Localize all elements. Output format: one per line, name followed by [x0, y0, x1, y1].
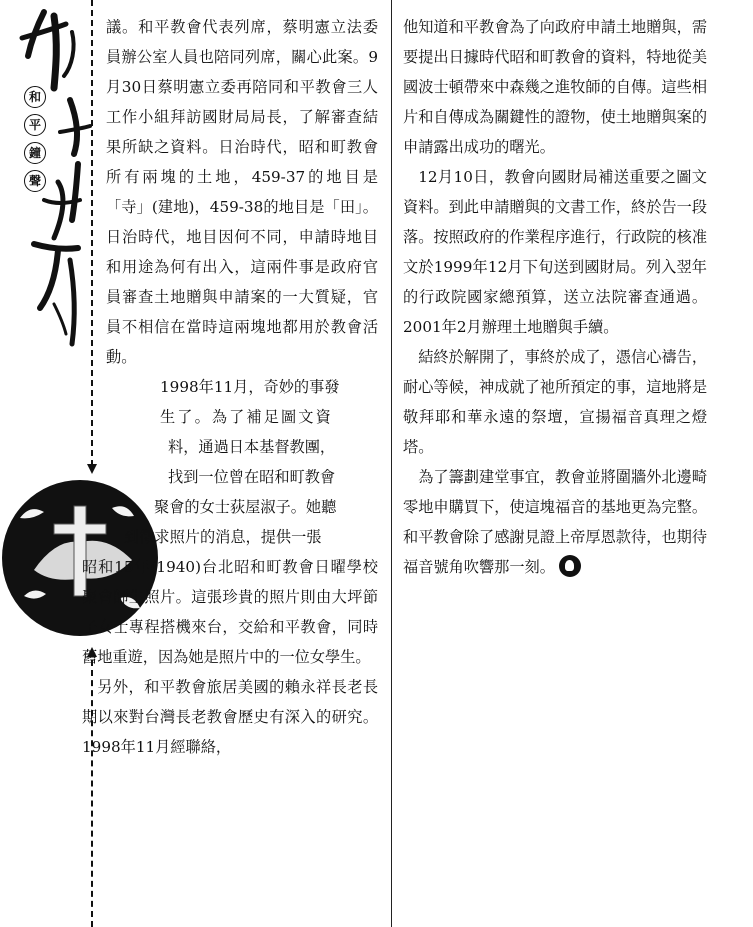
seal-stamp	[24, 86, 48, 198]
church-bell-end-icon	[559, 555, 581, 577]
paragraph	[403, 462, 707, 582]
column-divider	[391, 0, 392, 927]
paragraph: 昭和15年(1940)台北昭和町教會日曜學校聚會師生照片。這張珍貴的照片則由大坪節子女士專程搭機來台，交給和平教會，同時舊地重遊，因為她是照片中的一位女學生。	[82, 558, 378, 666]
text-column-left	[82, 12, 378, 762]
paragraph-text: 為了籌劃建堂事宜，教會並將圍牆外北邊畸零地申購買下，使這塊福音的基地更為完整。和平教會除了感謝見證上帝厚恩款待，也期待福音號角吹響那一刻。	[403, 468, 707, 576]
paragraph-wrapped	[106, 372, 378, 552]
seal-char: 聲	[24, 170, 46, 192]
wrapped-line: 1998年11月，奇妙的事發	[160, 378, 340, 396]
margin-decoration	[0, 0, 120, 927]
wrapped-line: 料，通過日本基督教團，	[168, 438, 336, 456]
paragraph: 12月10日，教會向國財局補送重要之圖文資料。到此申請贈與的文書工作，終於告一段落。按照政府的作業程序進行，行政院的核准文於1999年12月下旬送到國財局。列入翌年的行政院國家總預算，送立法院審查通過。2001年2月辦理土地贈與手續。	[403, 168, 707, 336]
seal-char: 和	[24, 86, 46, 108]
seal-char: 鐘	[24, 142, 46, 164]
seal-char: 平	[24, 114, 46, 136]
paragraph: 他知道和平教會為了向政府申請土地贈與，需要提出日據時代昭和町教會的資料，特地從美國波士頓帶來中森幾之進牧師的自傳。這些相片和自傳成為關鍵性的證物，使土地贈與案的申請露出成功的曙光。	[403, 18, 707, 156]
text-column-right	[403, 12, 707, 582]
wrapped-line: 到徵求照片的消息，提供一張	[124, 528, 322, 546]
wrapped-line: 生了。為了補足圖文資	[160, 408, 333, 426]
wrapped-line: 找到一位曾在昭和町教會	[168, 468, 336, 486]
paragraph: 另外，和平教會旅居美國的賴永祥長老長期以來對台灣長老教會歷史有深入的研究。1998年11月經聯絡，	[82, 678, 378, 756]
paragraph: 議。和平教會代表列席，蔡明憲立法委員辦公室人員也陪同列席，關心此案。9月30日蔡明憲立委再陪同和平教會三人工作小組拜訪國財局局長，了解審查結果所缺之資料。日治時代，昭和町教會所有兩塊的土地，459-37的地目是「寺」(建地)，459-38的地目是「田」。日治時代，地目因何不同，申請時地目和用途為何有出入，這兩件事是政府官員審查土地贈與申請案的一大質疑，官員不相信在當時這兩塊地都用於教會活動。	[106, 18, 378, 366]
wrapped-line: 聚會的女士荻屋淑子。她聽	[154, 498, 337, 516]
paragraph: 結終於解開了，事終於成了，憑信心禱告，耐心等候，神成就了祂所預定的事，這地將是敬拜耶和華永遠的祭壇，宣揚福音真理之燈塔。	[403, 348, 707, 456]
dashed-guide-line	[91, 0, 93, 466]
arrow-down-icon	[85, 462, 99, 476]
